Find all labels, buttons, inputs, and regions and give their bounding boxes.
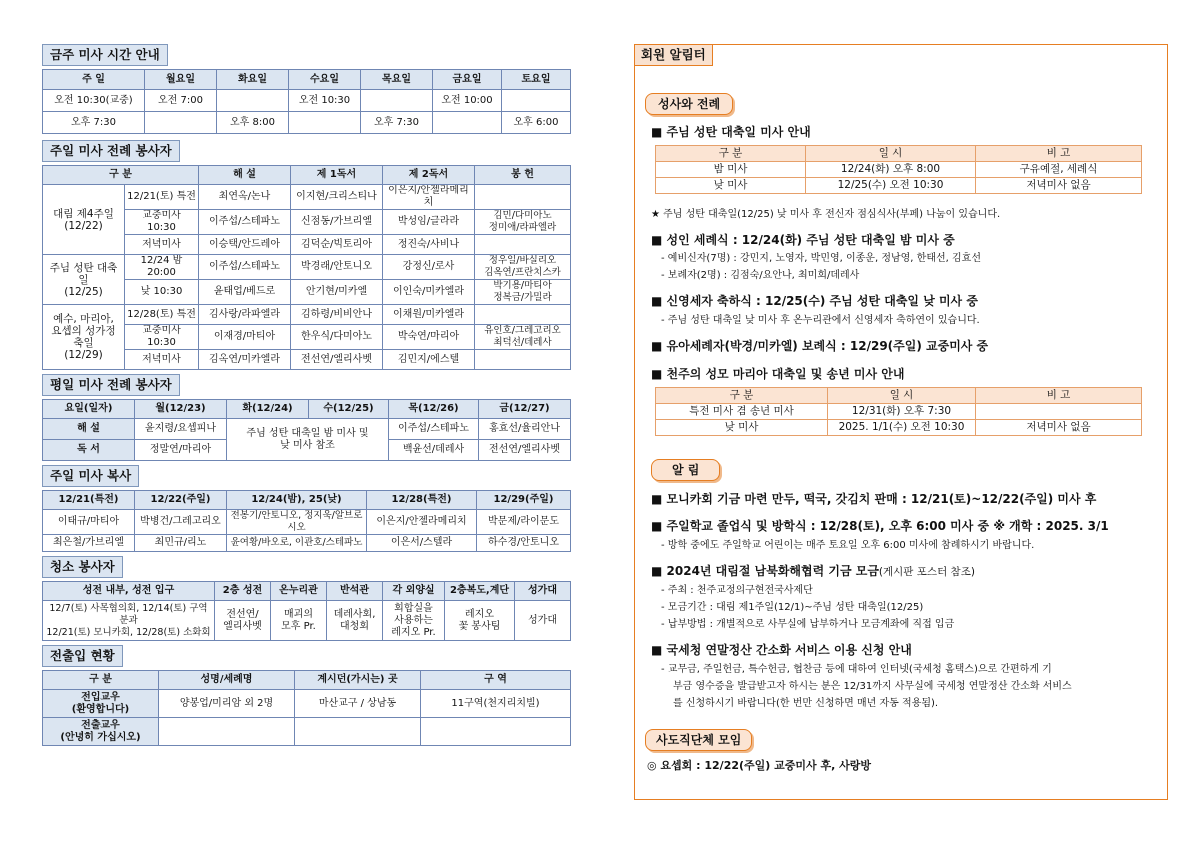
tr-label: 전입교우 (환영합니다) xyxy=(43,690,159,718)
c2-cell: 저녁미사 없음 xyxy=(976,420,1142,436)
wd-merged: 주님 성탄 대축일 밤 미사 및 낮 미사 참조 xyxy=(227,419,389,461)
wd-h1: 월(12/23) xyxy=(135,400,227,419)
ss-cell: 이주섭/스테파노 xyxy=(199,210,291,235)
tr-cell: 11구역(천지리치빌) xyxy=(421,690,571,718)
c1-cell: 12/24(화) 오후 8:00 xyxy=(806,162,976,178)
cl-h2: 온누리관 xyxy=(271,582,327,601)
ss-session: 낮 10:30 xyxy=(125,280,199,305)
ss-cell: 최연옥/논나 xyxy=(199,185,291,210)
cl-h6: 성가대 xyxy=(515,582,571,601)
mt-cell: 오전 10:30(교중) xyxy=(43,90,145,112)
weekday-servers-table xyxy=(42,399,571,461)
fund-heading-suffix: (게시판 포스터 참조) xyxy=(878,566,975,578)
wd-h0: 요일(일자) xyxy=(43,400,135,419)
ss-h2: 제 1독서 xyxy=(291,166,383,185)
newbap-heading: ■ 신영세자 축하식 : 12/25(수) 주님 성탄 대축일 낮 미사 중 xyxy=(651,294,978,308)
mt-h0: 주 일 xyxy=(43,70,145,90)
cl-cell: 레지오 꽃 봉사팀 xyxy=(445,601,515,641)
ss-cell xyxy=(475,305,571,325)
cleaning-title: 청소 봉사자 xyxy=(42,556,123,578)
fund-heading-main: ■ 2024년 대림절 남북화해협력 기금 모금 xyxy=(651,564,879,578)
monica-heading: ■ 모니카회 기금 마련 만두, 떡국, 갓김치 판매 : 12/21(토)~12/22(주일) 미사 후 xyxy=(651,492,1097,506)
ss-session: 12/24 밤 20:00 xyxy=(125,255,199,280)
infant-heading: ■ 유아세례자(박경/미카엘) 보례식 : 12/29(주일) 교중미사 중 xyxy=(651,339,989,353)
ss-cell xyxy=(475,235,571,255)
ss-cell: 정우일/바실리오 김옥연/프란치스카 xyxy=(475,255,571,280)
mt-h3: 수요일 xyxy=(289,70,361,90)
mt-cell xyxy=(145,112,217,134)
mt-h1: 월요일 xyxy=(145,70,217,90)
cl-cell: 12/7(토) 사목협의회, 12/14(토) 구역분과 12/21(토) 모니카회, 12/28(토) 소화회 xyxy=(43,601,215,641)
group-pill: 사도직단체 모임 xyxy=(645,729,752,751)
ss-cell: 전선연/엘리사벳 xyxy=(291,350,383,370)
as-cell: 최민규/리노 xyxy=(135,535,227,552)
c2-cell: 특전 미사 겸 송년 미사 xyxy=(656,404,828,420)
ss-cell: 박숙연/마리아 xyxy=(383,325,475,350)
tax-line-3: 를 신청하시기 바랍니다(한 번만 신청하면 매년 자동 적용됨). xyxy=(673,698,939,709)
as-h3: 12/28(특전) xyxy=(367,491,477,510)
cl-h3: 반석관 xyxy=(327,582,383,601)
as-h1: 12/22(주일) xyxy=(135,491,227,510)
mt-cell: 오전 7:00 xyxy=(145,90,217,112)
as-h4: 12/29(주일) xyxy=(477,491,571,510)
as-h0: 12/21(특전) xyxy=(43,491,135,510)
fund-line-3: - 납부방법 : 개별적으로 사무실에 납부하거나 모금계좌에 직접 입금 xyxy=(661,619,955,630)
notice-pill: 알 림 xyxy=(651,459,720,481)
c1-h: 일 시 xyxy=(806,146,976,162)
notice-board-title: 회원 알림터 xyxy=(634,44,713,66)
ss-cell: 박기용/마티아 정복금/가밀라 xyxy=(475,280,571,305)
wd-h5: 금(12/27) xyxy=(479,400,571,419)
ss-session: 저녁미사 xyxy=(125,235,199,255)
fund-line-1: - 주최 : 천주교정의구현전국사제단 xyxy=(661,585,813,596)
c1-h: 비 고 xyxy=(976,146,1142,162)
ss-cell: 신점동/가브리엘 xyxy=(291,210,383,235)
altar-servers-table xyxy=(42,490,571,552)
mt-cell xyxy=(433,112,502,134)
mt-cell: 오후 7:30 xyxy=(43,112,145,134)
c2-h: 일 시 xyxy=(828,388,976,404)
c1-cell: 12/25(수) 오전 10:30 xyxy=(806,178,976,194)
ss-cell: 김민/다미아노 정미애/라파엘라 xyxy=(475,210,571,235)
wd-cell: 윤지령/요셉피나 xyxy=(135,419,227,440)
mt-cell: 오전 10:30 xyxy=(289,90,361,112)
mt-cell: 오후 8:00 xyxy=(217,112,289,134)
wd-cell: 정말연/마리아 xyxy=(135,440,227,461)
ss-cell: 이주섭/스테파노 xyxy=(199,255,291,280)
newbap-line-1: - 주님 성탄 대축일 낮 미사 후 온누리관에서 신영세자 축하연이 있습니다. xyxy=(661,315,980,326)
tax-line-1: - 교무금, 주일헌금, 특수헌금, 협찬금 등에 대하여 인터넷(국세청 홈택스)으로 간편하게 기 xyxy=(661,664,1052,675)
tr-label: 전출교우 (안녕히 가십시오) xyxy=(43,718,159,746)
tr-cell: 양봉업/미리암 외 2명 xyxy=(159,690,295,718)
weekday-servers-title: 평일 미사 전례 봉사자 xyxy=(42,374,180,396)
transfers-table xyxy=(42,670,571,746)
as-cell: 박병건/그레고리오 xyxy=(135,510,227,535)
ss-h3: 제 2독서 xyxy=(383,166,475,185)
wd-cell: 홍효선/율리안나 xyxy=(479,419,571,440)
cleaning-table xyxy=(42,581,571,641)
group-line-1: ◎ 요셉회 : 12/22(주일) 교중미사 후, 사랑방 xyxy=(647,759,871,772)
ss-cell: 정진숙/사비나 xyxy=(383,235,475,255)
c2-cell xyxy=(976,404,1142,420)
ss-cell: 이인숙/미카엘라 xyxy=(383,280,475,305)
wd-cell: 백윤선/데레사 xyxy=(389,440,479,461)
cl-h1: 2층 성전 xyxy=(215,582,271,601)
tr-cell: 마산교구 / 상남동 xyxy=(295,690,421,718)
ss-cell: 김덕순/빅토리아 xyxy=(291,235,383,255)
sunday-servers-table xyxy=(42,165,571,370)
tax-line-2: 부금 영수증을 발급받고자 하시는 분은 12/31까지 사무실에 국세청 연말정산 간소화 서비스 xyxy=(673,681,1072,692)
c1-cell: 저녁미사 없음 xyxy=(976,178,1142,194)
ss-h1: 해 설 xyxy=(199,166,291,185)
as-cell: 윤여황/바오로, 이관호/스테파노 xyxy=(227,535,367,552)
wd-cell: 전선연/엘리사벳 xyxy=(479,440,571,461)
ss-group-label: 대림 제4주일 (12/22) xyxy=(43,185,125,255)
ss-session: 교중미사 10:30 xyxy=(125,325,199,350)
school-line-1: - 방학 중에도 주일학교 어린이는 매주 토요일 오후 6:00 미사에 참례하시기 바랍니다. xyxy=(661,540,1035,551)
cl-h0: 성전 내부, 성전 입구 xyxy=(43,582,215,601)
mt-h5: 금요일 xyxy=(433,70,502,90)
ss-session: 교중미사 10:30 xyxy=(125,210,199,235)
wd-h3: 수(12/25) xyxy=(309,400,389,419)
baptism-line-2: - 보례자(2명) : 김점숙/요안나, 최미희/데레사 xyxy=(661,270,860,281)
ss-cell: 이승택/안드레아 xyxy=(199,235,291,255)
wd-label: 해 설 xyxy=(43,419,135,440)
ss-h4: 봉 헌 xyxy=(475,166,571,185)
cl-h4: 각 외양실 xyxy=(383,582,445,601)
tr-cell xyxy=(421,718,571,746)
sunday-servers-title: 주일 미사 전례 봉사자 xyxy=(42,140,180,162)
mt-h2: 화요일 xyxy=(217,70,289,90)
ceremony-pill: 성사와 전례 xyxy=(645,93,733,115)
as-cell: 이은지/안젤라메리치 xyxy=(367,510,477,535)
as-cell: 이태규/마티아 xyxy=(43,510,135,535)
wd-h2: 화(12/24) xyxy=(227,400,309,419)
cl-cell: 전선연/ 엘리사벳 xyxy=(215,601,271,641)
as-cell: 박문제/라이문도 xyxy=(477,510,571,535)
cl-cell: 성가대 xyxy=(515,601,571,641)
mt-cell: 오후 6:00 xyxy=(502,112,571,134)
wd-h4: 목(12/26) xyxy=(389,400,479,419)
ss-session: 저녁미사 xyxy=(125,350,199,370)
tr-cell xyxy=(159,718,295,746)
tr-h1: 성명/세례명 xyxy=(159,671,295,690)
baptism-line-1: - 예비신자(7명) : 강민지, 노영자, 박민영, 이종운, 정남영, 한태선, 김효선 xyxy=(661,253,981,264)
ss-cell: 이지현/크리스티나 xyxy=(291,185,383,210)
ss-cell xyxy=(475,350,571,370)
as-cell: 최은철/가브리엘 xyxy=(43,535,135,552)
mt-cell: 오전 10:00 xyxy=(433,90,502,112)
as-cell: 이은서/스텔라 xyxy=(367,535,477,552)
christmas-table xyxy=(655,145,1142,194)
c2-cell: 12/31(화) 오후 7:30 xyxy=(828,404,976,420)
ss-cell: 안기현/미카엘 xyxy=(291,280,383,305)
ss-cell: 박경래/안토니오 xyxy=(291,255,383,280)
mt-h6: 토요일 xyxy=(502,70,571,90)
ss-cell: 김하령/비비안나 xyxy=(291,305,383,325)
mary-table xyxy=(655,387,1142,436)
c1-cell: 밤 미사 xyxy=(656,162,806,178)
mass-times-table xyxy=(42,69,571,134)
cl-cell: 회합실을 사용하는 레지오 Pr. xyxy=(383,601,445,641)
c1-cell: 낮 미사 xyxy=(656,178,806,194)
fund-line-2: - 모금기간 : 대림 제1주일(12/1)~주님 성탄 대축일(12/25) xyxy=(661,602,924,613)
left-column xyxy=(42,44,570,746)
c2-cell: 2025. 1/1(수) 오전 10:30 xyxy=(828,420,976,436)
christmas-note: ★ 주님 성탄 대축일(12/25) 낮 미사 후 전신자 점심식사(부페) 나눔이 있습니다. xyxy=(651,209,1001,220)
ss-cell: 이재경/마티아 xyxy=(199,325,291,350)
mt-cell xyxy=(217,90,289,112)
ss-cell xyxy=(475,185,571,210)
christmas-heading: ■ 주님 성탄 대축일 미사 안내 xyxy=(651,125,811,139)
mt-cell xyxy=(502,90,571,112)
notice-board xyxy=(634,44,1168,800)
ss-cell: 이은지/안젤라메리치 xyxy=(383,185,475,210)
mt-cell xyxy=(289,112,361,134)
mt-cell xyxy=(361,90,433,112)
tr-h0: 구 분 xyxy=(43,671,159,690)
ss-group-label: 예수, 마리아, 요셉의 성가정 축일 (12/29) xyxy=(43,305,125,370)
ss-cell: 유인호/그레고리오 최덕선/데레사 xyxy=(475,325,571,350)
ss-cell: 김민지/에스텔 xyxy=(383,350,475,370)
ss-h0: 구 분 xyxy=(43,166,199,185)
as-h2: 12/24(밤), 25(낮) xyxy=(227,491,367,510)
ss-group-label: 주님 성탄 대축일 (12/25) xyxy=(43,255,125,305)
wd-cell: 이주섭/스테파노 xyxy=(389,419,479,440)
cl-cell: 데레사회, 대청회 xyxy=(327,601,383,641)
c1-h: 구 분 xyxy=(656,146,806,162)
tax-heading: ■ 국세청 연말정산 간소화 서비스 이용 신청 안내 xyxy=(651,643,912,657)
wd-label: 독 서 xyxy=(43,440,135,461)
mary-heading: ■ 천주의 성모 마리아 대축일 및 송년 미사 안내 xyxy=(651,367,905,381)
c2-h: 비 고 xyxy=(976,388,1142,404)
cl-h5: 2층복도,계단 xyxy=(445,582,515,601)
fund-heading xyxy=(651,564,975,579)
altar-servers-title: 주일 미사 복사 xyxy=(42,465,139,487)
tr-h3: 구 역 xyxy=(421,671,571,690)
mt-h4: 목요일 xyxy=(361,70,433,90)
c2-h: 구 분 xyxy=(656,388,828,404)
ss-cell: 김옥연/미카엘라 xyxy=(199,350,291,370)
ss-cell: 한우식/다미아노 xyxy=(291,325,383,350)
school-heading: ■ 주일학교 졸업식 및 방학식 : 12/28(토), 오후 6:00 미사 중 ※ 개학 : 2025. 3/1 xyxy=(651,519,1109,533)
mt-cell: 오후 7:30 xyxy=(361,112,433,134)
transfers-title: 전출입 현황 xyxy=(42,645,123,667)
baptism-heading: ■ 성인 세례식 : 12/24(화) 주님 성탄 대축일 밤 미사 중 xyxy=(651,233,955,247)
ss-cell: 강정신/로사 xyxy=(383,255,475,280)
ss-cell: 이채원/미카엘라 xyxy=(383,305,475,325)
ss-session: 12/28(토) 특전 xyxy=(125,305,199,325)
ss-cell: 윤태업/베드로 xyxy=(199,280,291,305)
ss-cell: 박성임/글라라 xyxy=(383,210,475,235)
c1-cell: 구유예절, 세례식 xyxy=(976,162,1142,178)
as-cell: 하수경/안토니오 xyxy=(477,535,571,552)
ss-session: 12/21(토) 특전 xyxy=(125,185,199,210)
c2-cell: 낮 미사 xyxy=(656,420,828,436)
ss-cell: 김사랑/라파엘라 xyxy=(199,305,291,325)
tr-cell xyxy=(295,718,421,746)
mass-times-title: 금주 미사 시간 안내 xyxy=(42,44,168,66)
as-cell: 전봉기/안토니오, 정지욱/알브로시오 xyxy=(227,510,367,535)
cl-cell: 매괴의 모후 Pr. xyxy=(271,601,327,641)
tr-h2: 계시던(가시는) 곳 xyxy=(295,671,421,690)
